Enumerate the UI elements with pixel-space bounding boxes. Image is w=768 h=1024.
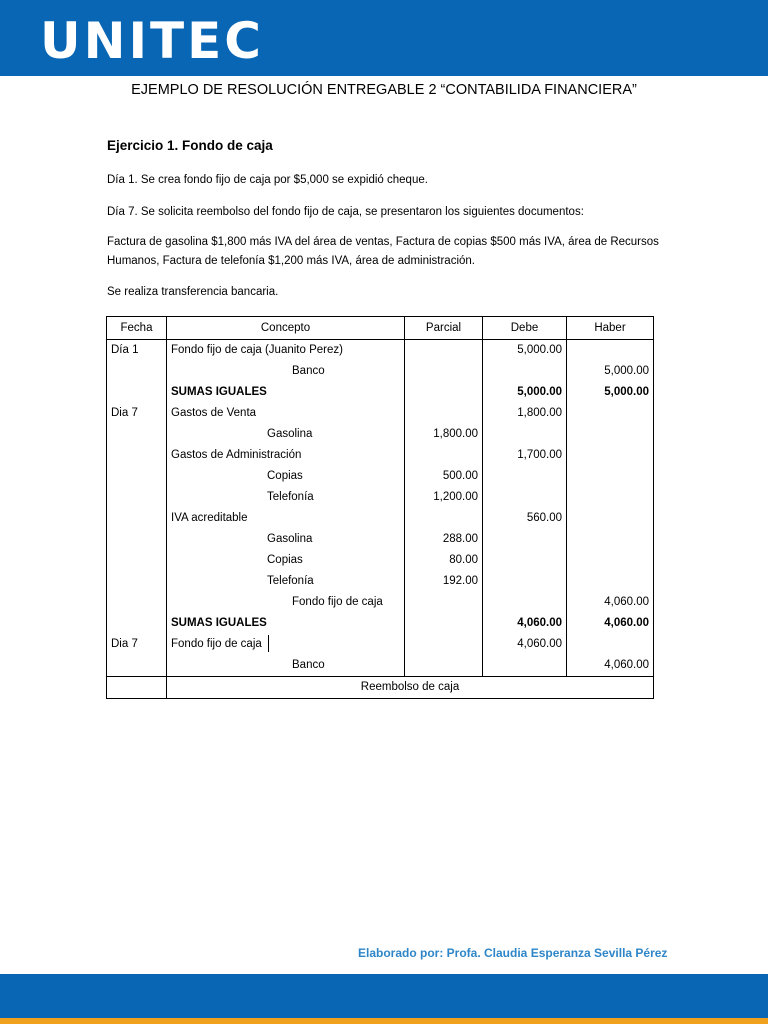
cell-haber: 4,060.00	[567, 592, 654, 613]
cell-fecha: Día 1	[107, 340, 167, 362]
cell-fecha: Dia 7	[107, 403, 167, 424]
cell-concepto-text: Banco	[292, 365, 325, 377]
cell-fecha	[107, 466, 167, 487]
table-row	[107, 634, 654, 655]
table-row	[107, 571, 654, 592]
cell-concepto	[167, 487, 405, 508]
table-row	[107, 403, 654, 424]
unitec-logo: UNITEC	[40, 12, 265, 70]
cell-parcial	[405, 340, 483, 362]
paragraph-transfer: Se realiza transferencia bancaria.	[107, 286, 279, 298]
cell-haber	[567, 466, 654, 487]
table-row	[107, 361, 654, 382]
table-header-row	[107, 317, 654, 340]
cell-fecha	[107, 361, 167, 382]
table-row	[107, 529, 654, 550]
cell-fecha	[107, 487, 167, 508]
cell-debe: 4,060.00	[483, 613, 567, 634]
cell-haber	[567, 340, 654, 362]
cell-parcial	[405, 655, 483, 677]
cell-parcial: 1,200.00	[405, 487, 483, 508]
cell-concepto-text: Copias	[267, 554, 303, 566]
header-bar	[0, 0, 768, 76]
cell-debe	[483, 424, 567, 445]
cell-parcial	[405, 592, 483, 613]
cell-concepto	[167, 550, 405, 571]
table-row	[107, 466, 654, 487]
table-row-totals	[107, 382, 654, 403]
cell-concepto-text: Fondo fijo de caja	[292, 596, 383, 608]
cell-concepto	[167, 424, 405, 445]
journal-table	[106, 316, 654, 699]
cell-concepto: Gastos de Administración	[167, 445, 405, 466]
cell-concepto-text: Telefonía	[267, 575, 314, 587]
cell-debe	[483, 529, 567, 550]
cell-parcial: 1,800.00	[405, 424, 483, 445]
column-header-haber: Haber	[567, 317, 654, 340]
cell-haber: 4,060.00	[567, 613, 654, 634]
cell-debe: 5,000.00	[483, 382, 567, 403]
cell-haber	[567, 487, 654, 508]
cell-haber	[567, 508, 654, 529]
table-row	[107, 592, 654, 613]
table-row-totals	[107, 613, 654, 634]
cell-parcial: 80.00	[405, 550, 483, 571]
cell-concepto: Fondo fijo de caja (Juanito Perez)	[167, 340, 405, 362]
cell-fecha	[107, 508, 167, 529]
footer-accent-stripe	[0, 1018, 768, 1024]
cell-concepto: SUMAS IGUALES	[167, 382, 405, 403]
cell-haber	[567, 424, 654, 445]
cell-concepto	[167, 361, 405, 382]
table-footer-note: Reembolso de caja	[167, 677, 654, 699]
table-row	[107, 340, 654, 362]
cell-fecha	[107, 655, 167, 677]
cell-haber: 5,000.00	[567, 382, 654, 403]
cell-debe	[483, 571, 567, 592]
cell-parcial	[405, 634, 483, 655]
cell-haber	[567, 403, 654, 424]
cell-concepto: IVA acreditable	[167, 508, 405, 529]
cell-concepto	[167, 466, 405, 487]
footer-bar	[0, 974, 768, 1018]
table-row	[107, 550, 654, 571]
table-row	[107, 445, 654, 466]
table-row	[107, 487, 654, 508]
cell-parcial	[405, 445, 483, 466]
cell-fecha	[107, 571, 167, 592]
document-title: EJEMPLO DE RESOLUCIÓN ENTREGABLE 2 “CONTABILIDA FINANCIERA”	[131, 82, 637, 98]
cell-concepto	[167, 655, 405, 677]
cell-fecha	[107, 550, 167, 571]
cell-parcial	[405, 382, 483, 403]
cell-concepto	[167, 529, 405, 550]
cell-haber: 4,060.00	[567, 655, 654, 677]
cell-concepto-text: Gasolina	[267, 533, 313, 545]
paragraph-day7: Día 7. Se solicita reembolso del fondo fijo de caja, se presentaron los siguientes documentos:	[107, 206, 584, 218]
cell-parcial: 288.00	[405, 529, 483, 550]
cell-parcial	[405, 508, 483, 529]
paragraph-invoices: Factura de gasolina $1,800 más IVA del área de ventas, Factura de copias $500 más IVA, área de Recursos Humanos, Factura de telefonía $1,200 más IVA, área de administración.	[107, 236, 659, 267]
column-header-parcial: Parcial	[405, 317, 483, 340]
cell-concepto-text: Fondo fijo de caja	[171, 638, 262, 650]
table-footer-row	[107, 677, 654, 699]
cell-concepto	[167, 571, 405, 592]
author-credit: Elaborado por: Profa. Claudia Esperanza Sevilla Pérez	[358, 946, 668, 960]
cell-concepto-text: Copias	[267, 470, 303, 482]
cell-concepto	[167, 592, 405, 613]
cell-parcial	[405, 613, 483, 634]
cell-debe	[483, 466, 567, 487]
cell-debe	[483, 487, 567, 508]
cell-debe: 5,000.00	[483, 340, 567, 362]
cell-parcial	[405, 403, 483, 424]
cell-debe: 560.00	[483, 508, 567, 529]
paragraph-day1: Día 1. Se crea fondo fijo de caja por $5,000 se expidió cheque.	[107, 174, 428, 186]
table-row	[107, 508, 654, 529]
column-header-fecha: Fecha	[107, 317, 167, 340]
cell-debe	[483, 655, 567, 677]
cell-fecha	[107, 424, 167, 445]
column-header-concepto: Concepto	[167, 317, 405, 340]
cell-parcial: 500.00	[405, 466, 483, 487]
cell-debe: 4,060.00	[483, 634, 567, 655]
cell-haber	[567, 634, 654, 655]
cell-concepto-text: Banco	[292, 659, 325, 671]
cell-concepto: SUMAS IGUALES	[167, 613, 405, 634]
cell-fecha	[107, 613, 167, 634]
cell-haber	[567, 529, 654, 550]
cell-concepto-text: Gasolina	[267, 428, 313, 440]
cell-concepto: Gastos de Venta	[167, 403, 405, 424]
cell-debe	[483, 361, 567, 382]
table-row	[107, 655, 654, 677]
cell-debe: 1,700.00	[483, 445, 567, 466]
section-title: Ejercicio 1. Fondo de caja	[107, 138, 273, 153]
cell-haber: 5,000.00	[567, 361, 654, 382]
cell-haber	[567, 571, 654, 592]
cell-fecha	[107, 445, 167, 466]
cell-concepto-text: Telefonía	[267, 491, 314, 503]
table-row	[107, 424, 654, 445]
cell-haber	[567, 445, 654, 466]
cell-fecha	[107, 529, 167, 550]
cell-fecha	[107, 382, 167, 403]
cell-concepto	[167, 634, 405, 655]
cell-fecha	[107, 677, 167, 699]
cell-debe: 1,800.00	[483, 403, 567, 424]
text-cursor	[268, 635, 269, 652]
cell-parcial: 192.00	[405, 571, 483, 592]
cell-parcial	[405, 361, 483, 382]
cell-haber	[567, 550, 654, 571]
cell-debe	[483, 550, 567, 571]
cell-fecha	[107, 592, 167, 613]
column-header-debe: Debe	[483, 317, 567, 340]
cell-fecha: Dia 7	[107, 634, 167, 655]
cell-debe	[483, 592, 567, 613]
